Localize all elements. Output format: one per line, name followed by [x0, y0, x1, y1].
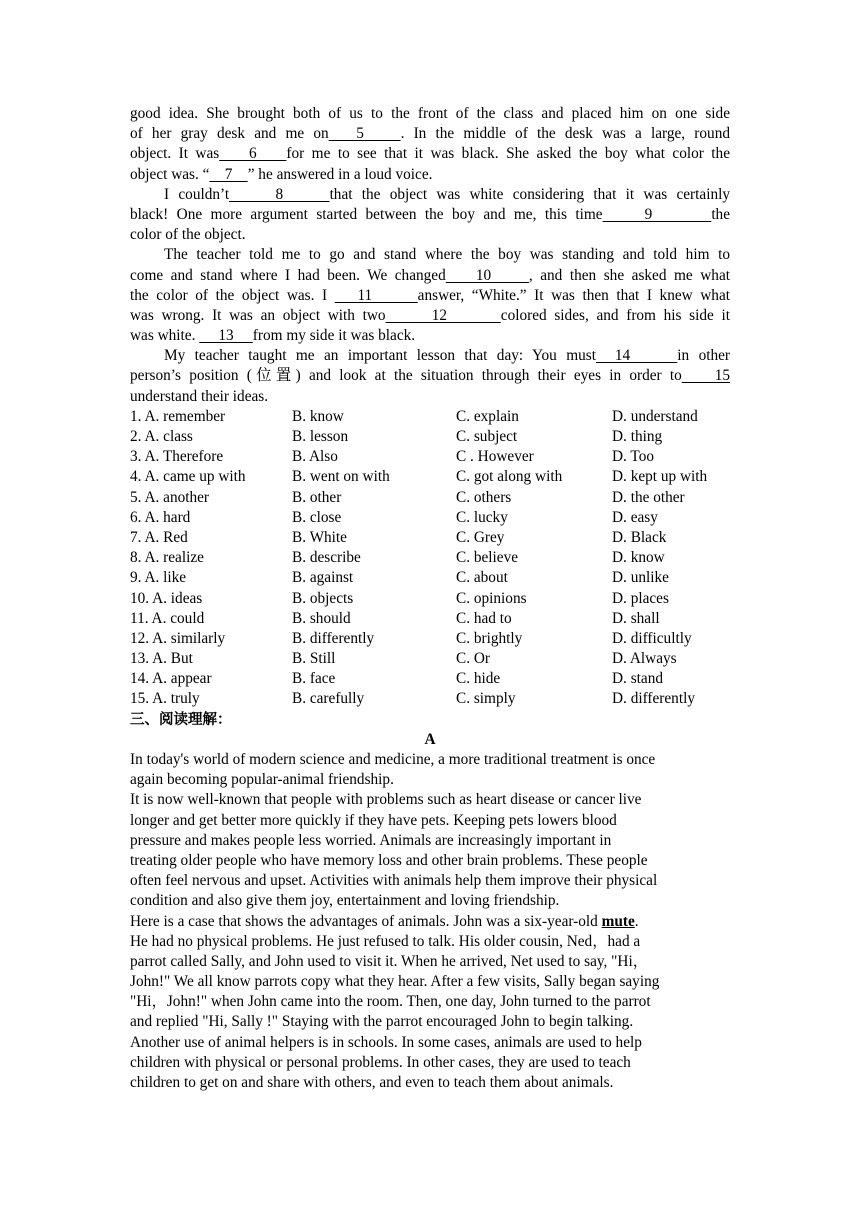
option-b: B. differently [292, 629, 375, 647]
cloze-line [130, 245, 730, 265]
blank-9: 9 [602, 205, 712, 223]
cloze-text: was wrong. It was an object with two [130, 306, 386, 324]
option-n: 4. A. came up with [130, 468, 246, 486]
option-c: C. others [456, 488, 512, 506]
cloze-text: of her gray desk and me on [130, 125, 329, 143]
option-b: B. objects [292, 589, 354, 607]
cloze-line [130, 144, 730, 164]
passage-title: A [424, 730, 436, 748]
option-c: C. Or [456, 650, 490, 668]
option-b: B. lesson [292, 428, 349, 445]
blank-11: 11 [334, 286, 418, 304]
blank-15: 15 [681, 367, 730, 385]
option-c: C. simply [456, 690, 516, 708]
option-b: B. close [292, 508, 342, 526]
option-c: C. opinions [456, 589, 527, 607]
option-n: 5. A. another [130, 488, 210, 506]
option-d: D. understand [612, 407, 698, 425]
cloze-text: for me to see that it was black. She asked the boy what color the [286, 145, 730, 163]
blank-13: 13 [199, 327, 253, 345]
option-n: 13. A. But [130, 650, 193, 668]
option-d: D. easy [612, 508, 658, 526]
cloze-line [130, 104, 730, 124]
document-page [130, 104, 730, 1093]
cloze-text: colored sides, and from his side it [500, 306, 731, 324]
cloze-line [130, 387, 730, 407]
cloze-text: ” he answered in a loud voice. [247, 165, 433, 183]
cloze-line [130, 185, 730, 205]
option-d: D. kept up with [612, 468, 708, 486]
option-n: 8. A. realize [130, 549, 204, 567]
passage-text: . [634, 912, 639, 930]
option-b: B. White [292, 528, 347, 546]
options-list [130, 407, 730, 710]
option-d: D. Black [612, 528, 667, 546]
option-n: 15. A. truly [130, 690, 200, 708]
cloze-line [130, 124, 730, 144]
option-n: 14. A. appear [130, 670, 212, 688]
cloze-text: person’s position (位置) and look at the situation through their eyes in order to [130, 367, 682, 385]
option-row [130, 649, 730, 669]
option-d: D. stand [612, 670, 663, 688]
option-d: D. shall [612, 609, 660, 627]
option-b: B. other [292, 488, 342, 506]
blank-8: 8 [229, 185, 330, 203]
option-row [130, 488, 730, 508]
option-row [130, 689, 730, 709]
blank-14: 14 [595, 347, 678, 365]
option-c: C. Grey [456, 528, 505, 546]
option-row [130, 568, 730, 588]
cloze-text: was white. [130, 327, 200, 345]
blank-7: 7 [209, 165, 248, 183]
passage-line: In today's world of modern science and medicine, a more traditional treatment is once [130, 751, 656, 768]
option-d: D. thing [612, 428, 663, 445]
cloze-text: good idea. She brought both of us to the front of the class and placed him on one side [130, 105, 730, 122]
option-n: 2. A. class [130, 428, 193, 445]
cloze-line [130, 225, 730, 245]
cloze-line [130, 306, 730, 326]
option-row [130, 447, 730, 467]
cloze-text: answer, “White.” It was then that I knew what [417, 286, 730, 304]
option-c: C. lucky [456, 508, 508, 526]
option-n: 3. A. Therefore [130, 448, 224, 466]
option-c: C. hide [456, 670, 501, 688]
option-b: B. carefully [292, 690, 365, 708]
option-n: 1. A. remember [130, 407, 226, 425]
cloze-text: The teacher told me to go and stand where the boy was standing and told him to [164, 246, 730, 264]
blank-6: 6 [219, 145, 287, 163]
cloze-text: understand their ideas. [130, 387, 269, 405]
option-b: B. describe [292, 549, 361, 567]
option-row [130, 528, 730, 548]
passage-line: "Hi，John!" when John came into the room. Then, one day, John turned to the parrot [130, 993, 651, 1011]
option-c: C. believe [456, 549, 519, 567]
option-row [130, 407, 730, 427]
passage-line: treating older people who have memory loss and other brain problems. These people [130, 851, 648, 869]
cloze-text: color of the object. [130, 226, 246, 244]
option-c: C. got along with [456, 468, 563, 486]
passage-line: and replied "Hi, Sally !" Staying with the parrot encouraged John to begin talking. [130, 1013, 634, 1031]
passage-body [130, 750, 730, 1093]
option-b: B. know [292, 407, 344, 425]
option-c: C. subject [456, 428, 518, 445]
passage-line: pressure and makes people less worried. Animals are increasingly important in [130, 831, 612, 849]
bold-underlined-word: mute [601, 912, 635, 930]
cloze-line [130, 346, 730, 366]
option-d: D. Always [612, 650, 677, 668]
option-d: D. differently [612, 690, 695, 708]
option-row [130, 589, 730, 609]
passage-line: It is now well-known that people with problems such as heart disease or cancer live [130, 791, 642, 809]
blank-5: 5 [328, 125, 401, 143]
cloze-line [130, 165, 730, 185]
option-c: C. brightly [456, 629, 523, 647]
option-n: 11. A. could [130, 609, 205, 627]
cloze-text: the [711, 205, 731, 223]
blank-10: 10 [445, 266, 529, 284]
cloze-text: object. It was [130, 145, 220, 163]
cloze-line [130, 326, 730, 346]
blank-12: 12 [385, 306, 501, 324]
cloze-text: the color of the object was. I [130, 286, 335, 304]
cloze-text: black! One more argument started between the boy and me, this time [130, 205, 603, 223]
option-d: D. difficultly [612, 629, 692, 647]
cloze-line [130, 266, 730, 286]
option-row [130, 427, 730, 447]
cloze-text: come and stand where I had been. We changed [130, 266, 446, 284]
option-row [130, 467, 730, 487]
cloze-text: I couldn’t [164, 185, 230, 203]
section-heading: 三、阅读理解： [130, 711, 232, 728]
option-b: B. face [292, 670, 336, 688]
option-c: C. explain [456, 407, 519, 425]
passage-line: often feel nervous and upset. Activities with animals help them improve their physical [130, 872, 658, 890]
option-row [130, 609, 730, 629]
option-b: B. Also [292, 448, 338, 466]
cloze-line [130, 286, 730, 306]
cloze-line [130, 366, 730, 386]
option-n: 12. A. similarly [130, 629, 226, 647]
option-c: C. had to [456, 609, 512, 627]
passage-line: longer and get better more quickly if they have pets. Keeping pets lowers blood [130, 811, 617, 829]
passage-text: Here is a case that shows the advantages of animals. John was a six-year-old [130, 912, 602, 930]
option-d: D. places [612, 589, 669, 607]
option-n: 9. A. like [130, 569, 187, 587]
passage-line: children with physical or personal problems. In other cases, they are used to teach [130, 1053, 631, 1071]
option-row [130, 629, 730, 649]
cloze-line [130, 205, 730, 225]
cloze-text: , and then she asked me what [528, 266, 730, 284]
passage-line: children to get on and share with others, and even to teach them about animals. [130, 1074, 614, 1091]
passage-line [130, 912, 730, 932]
passage-line: condition and also give them joy, entertainment and loving friendship. [130, 892, 560, 910]
option-n: 6. A. hard [130, 508, 191, 526]
option-b: B. went on with [292, 468, 390, 486]
passage-line: again becoming popular-animal friendship. [130, 771, 394, 789]
option-n: 7. A. Red [130, 528, 188, 546]
passage-line: John!" We all know parrots copy what they hear. After a few visits, Sally began saying [130, 973, 660, 991]
option-b: B. should [292, 609, 351, 627]
cloze-text: that the object was white considering that it was certainly [329, 185, 730, 203]
option-b: B. against [292, 569, 354, 587]
cloze-text: from my side it was black. [252, 327, 416, 345]
option-row [130, 508, 730, 528]
option-n: 10. A. ideas [130, 589, 203, 607]
option-d: D. unlike [612, 569, 669, 587]
option-row [130, 669, 730, 689]
passage-line: He had no physical problems. He just refused to talk. His older cousin, Ned，had a [130, 932, 641, 950]
option-c: C. about [456, 569, 508, 587]
option-d: D. the other [612, 488, 685, 506]
option-c: C . However [456, 448, 534, 466]
cloze-text: object was. “ [130, 165, 210, 183]
cloze-text: My teacher taught me an important lesson that day: You must [164, 347, 596, 365]
option-b: B. Still [292, 650, 336, 668]
passage-line: Another use of animal helpers is in schools. In some cases, animals are used to help [130, 1033, 642, 1051]
passage-line: parrot called Sally, and John used to visit it. When he arrived, Net used to say, "Hi， [130, 952, 649, 970]
option-d: D. Too [612, 448, 654, 466]
option-d: D. know [612, 549, 665, 567]
option-row [130, 548, 730, 568]
cloze-text: . In the middle of the desk was a large, round [400, 125, 730, 143]
cloze-text: in other [677, 347, 731, 365]
